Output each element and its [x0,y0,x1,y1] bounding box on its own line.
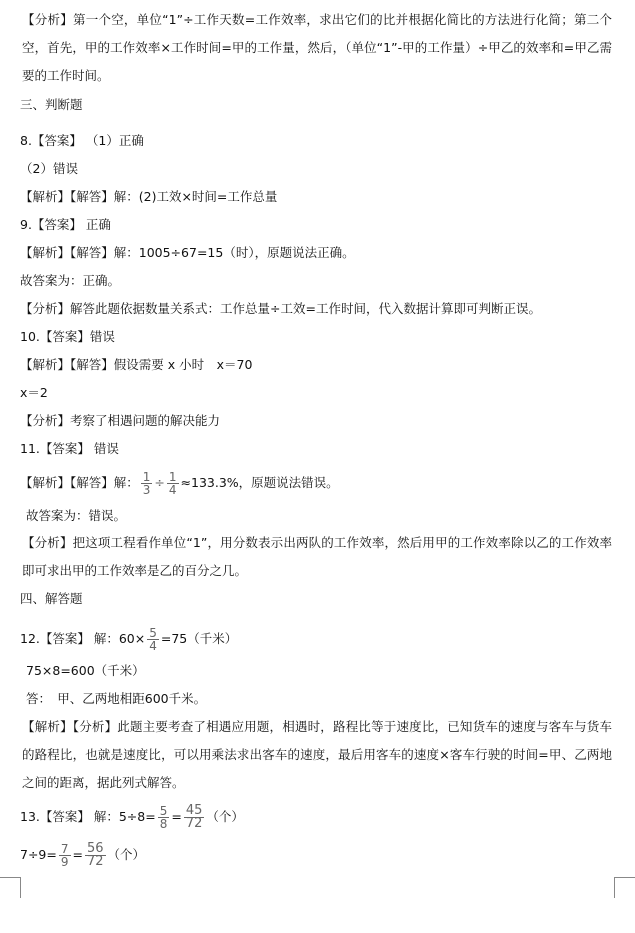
q10-answer: 10.【答案】错误 [20,329,115,344]
crop-mark-bottom-left [0,877,21,898]
q12-step2: 75×8=600（千米） [26,663,145,678]
unit-label: （个） [206,809,244,824]
division-operator: ÷ [154,475,165,490]
q11-solution-prefix: 【解析】【解答】解： [20,475,139,490]
fraction-one-third [141,471,153,496]
q12-answer [20,625,237,653]
fraction-denominator: 3 [142,483,151,497]
fraction-denominator: 9 [60,855,69,869]
q11-solution [20,470,339,496]
q13-answer [20,802,244,832]
q8-solution: 【解析】【解答】解：(2)工效×时间=工作总量 [20,189,278,204]
equals-sign: = [72,847,83,862]
fraction-numerator: 1 [142,470,151,484]
fraction-numerator: 45 [185,803,203,818]
fraction-five-quarters [147,627,159,652]
fraction-45-72 [184,805,205,830]
q11-analysis: 【分析】把这项工程看作单位“1”，用分数表示出两队的工作效率，然后用甲的工作效率除以乙的工作效率即可求出甲的工作效率是乙的百分之几。 [22,535,612,578]
fraction-one-quarter [167,471,179,496]
q9-conclusion: 故答案为：正确。 [20,273,121,288]
fraction-denominator: 8 [159,817,168,831]
q9-answer: 9.【答案】 正确 [20,217,111,232]
section-heading-judgment: 三、判断题 [20,97,83,112]
fraction-denominator: 4 [149,639,157,653]
q10-analysis: 【分析】考察了相遇问题的解决能力 [20,413,221,428]
q12-answer-suffix: =75（千米） [160,631,238,646]
q10-solution: 【解析】【解答】假设需要 x 小时 x＝70 [20,357,253,372]
q9-analysis: 【分析】解答此题依据数量关系式：工作总量÷工效=工作时间，代入数据计算即可判断正误。 [20,301,541,316]
fraction-numerator: 7 [60,842,69,856]
fraction-numerator: 5 [159,804,168,818]
fraction-numerator: 5 [149,626,157,640]
q13-step2-prefix: 7÷9= [20,847,57,862]
q12-final-answer: 答： 甲、乙两地相距600千米。 [26,691,207,706]
q11-solution-suffix: ≈133.3%，原题说法错误。 [180,475,339,490]
fraction-numerator: 56 [86,841,104,856]
q8-answer-part2: （2）错误 [20,161,78,176]
fraction-denominator: 4 [168,483,177,497]
q13-step2 [20,840,145,870]
unit-label: （个） [107,847,146,862]
fraction-denominator: 72 [185,816,203,831]
fraction-56-72 [85,843,106,868]
fraction-denominator: 72 [86,854,104,869]
q13-answer-prefix: 13.【答案】 解：5÷8= [20,809,156,824]
fraction-numerator: 1 [168,470,177,484]
section-heading-solutions: 四、解答题 [20,591,83,606]
fraction-five-eighths [158,805,170,830]
q11-answer: 11.【答案】 错误 [20,441,119,456]
fraction-seven-ninths [59,843,71,868]
equals-sign: = [171,809,182,824]
q11-conclusion: 故答案为：错误。 [26,508,127,523]
q9-solution: 【解析】【解答】解：1005÷67=15（时），原题说法正确。 [20,245,355,260]
q12-analysis: 【解析】【分析】此题主要考查了相遇应用题，相遇时，路程比等于速度比，已知货车的速度与客车与货车的路程比，也就是速度比，可以用乘法求出客车的速度，最后用客车的速度×客车行驶的时间=甲、乙两地之间的距离，据此列式解答。 [22,719,612,790]
analysis-q7: 【分析】第一个空，单位“1”÷工作天数=工作效率，求出它们的比并根据化简比的方法进行化简；第二个空，首先，甲的工作效率×工作时间=甲的工作量，然后，（单位“1”-甲的工作量）÷甲乙的效率和=甲乙需要的工作时间。 [22,12,612,83]
q10-x-value: x＝2 [20,385,48,400]
q12-answer-prefix: 12.【答案】 解：60× [20,631,146,646]
q8-answer: 8.【答案】 （1）正确 [20,133,144,148]
crop-mark-bottom-right [614,877,635,898]
